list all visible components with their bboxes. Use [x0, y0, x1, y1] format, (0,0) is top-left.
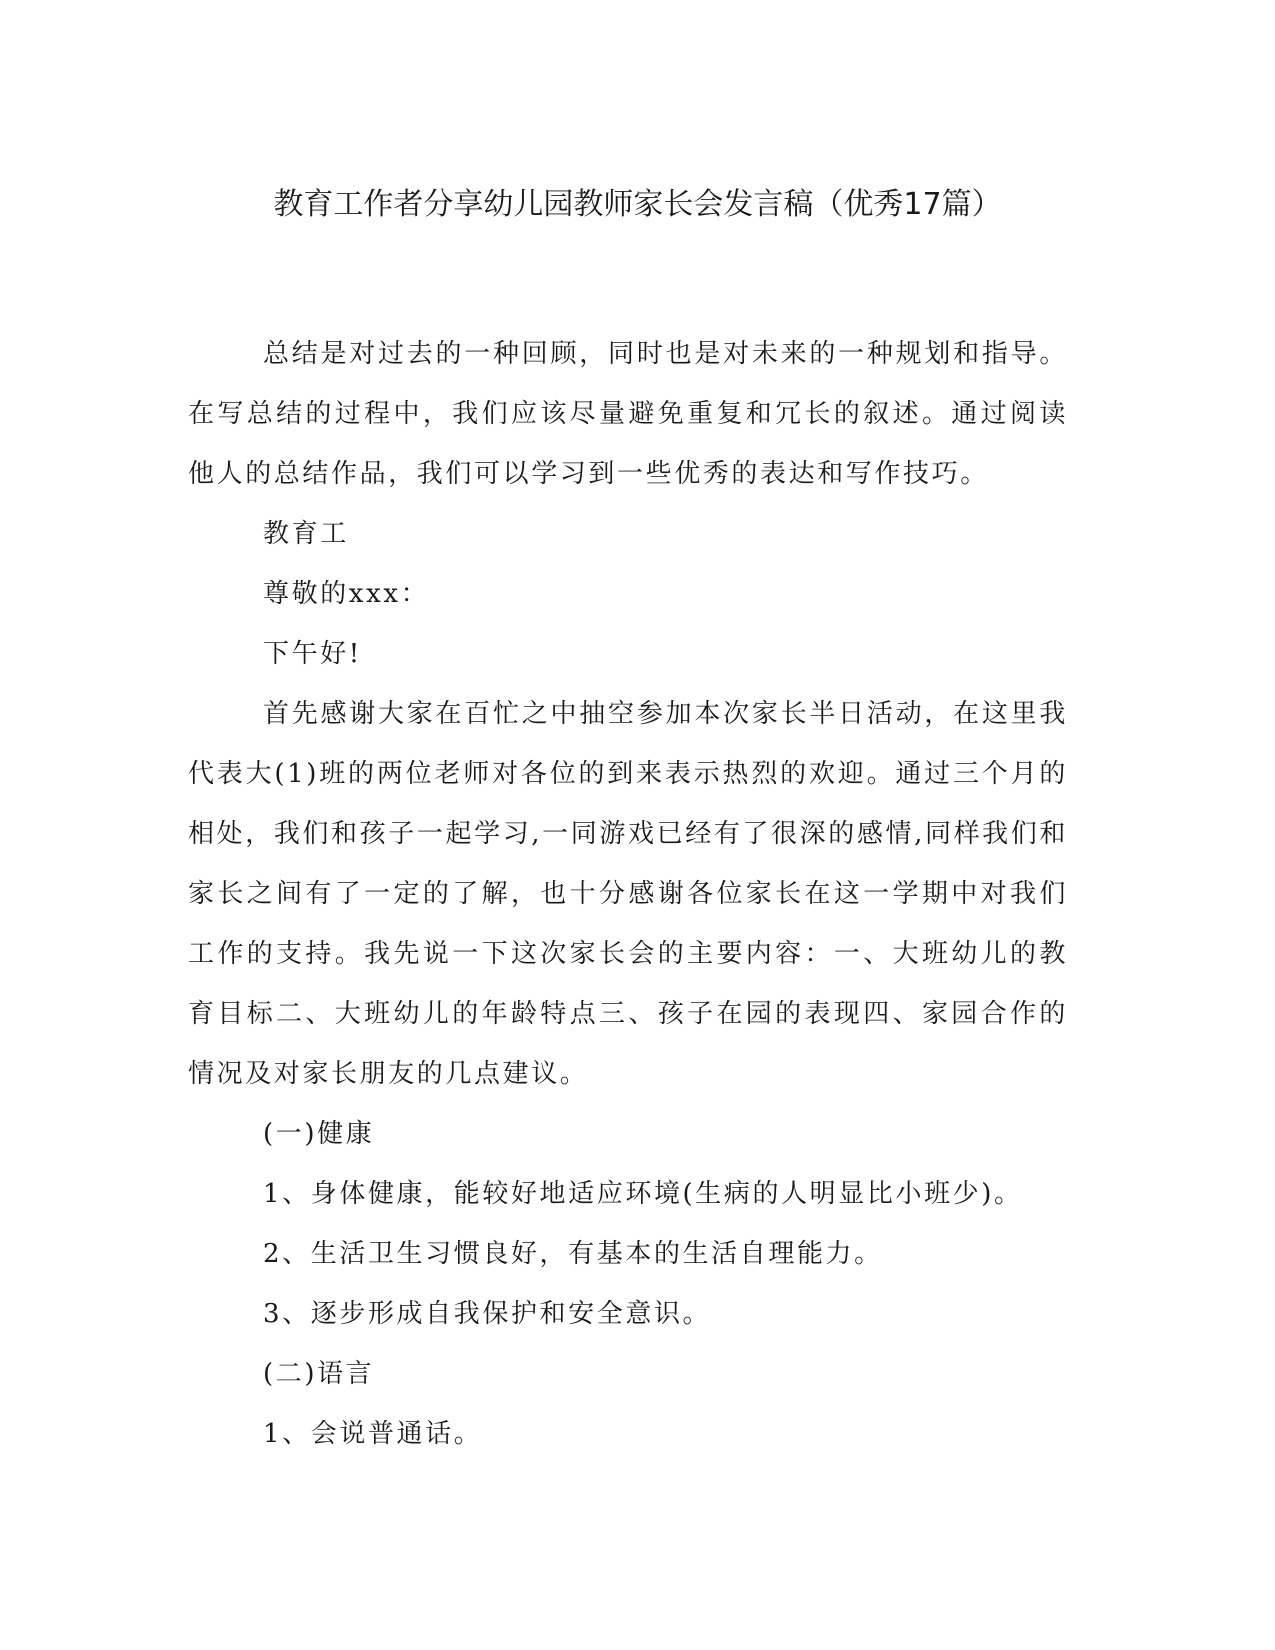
list-item: 2、生活卫生习惯良好，有基本的生活自理能力。	[263, 1239, 883, 1269]
section-heading-health: (一)健康	[263, 1119, 375, 1149]
document-title: 教育工作者分享幼儿园教师家长会发言稿（优秀17篇）	[273, 187, 1002, 222]
paragraph-intro: 总结是对过去的一种回顾，同时也是对未来的一种规划和指导。在写总结的过程中，我们应该尽量避免重复和冗长的叙述。通过阅读他人的总结作品，我们可以学习到一些优秀的表达和写作技巧。	[188, 339, 1068, 489]
section-heading-language: (二)语言	[263, 1359, 375, 1389]
document-body	[188, 324, 1068, 1464]
list-item: 1、身体健康，能较好地适应环境(生病的人明显比小班少)。	[263, 1179, 1023, 1209]
list-item: 1、会说普通话。	[263, 1419, 483, 1449]
paragraph-heading: 教育工	[263, 519, 349, 549]
paragraph-opening: 首先感谢大家在百忙之中抽空参加本次家长半日活动，在这里我代表大(1)班的两位老师对各位的到来表示热烈的欢迎。通过三个月的相处，我们和孩子一起学习,一同游戏已经有了很深的感情,同样我们和家长之间有了一定的了解，也十分感谢各位家长在这一学期中对我们工作的支持。我先说一下这次家长会的主要内容：一、大班幼儿的教育目标二、大班幼儿的年龄特点三、孩子在园的表现四、家园合作的情况及对家长朋友的几点建议。	[188, 699, 1068, 1089]
paragraph-greeting: 下午好!	[263, 639, 362, 669]
list-item: 3、逐步形成自我保护和安全意识。	[263, 1299, 712, 1329]
paragraph-salutation: 尊敬的xxx：	[263, 579, 430, 609]
